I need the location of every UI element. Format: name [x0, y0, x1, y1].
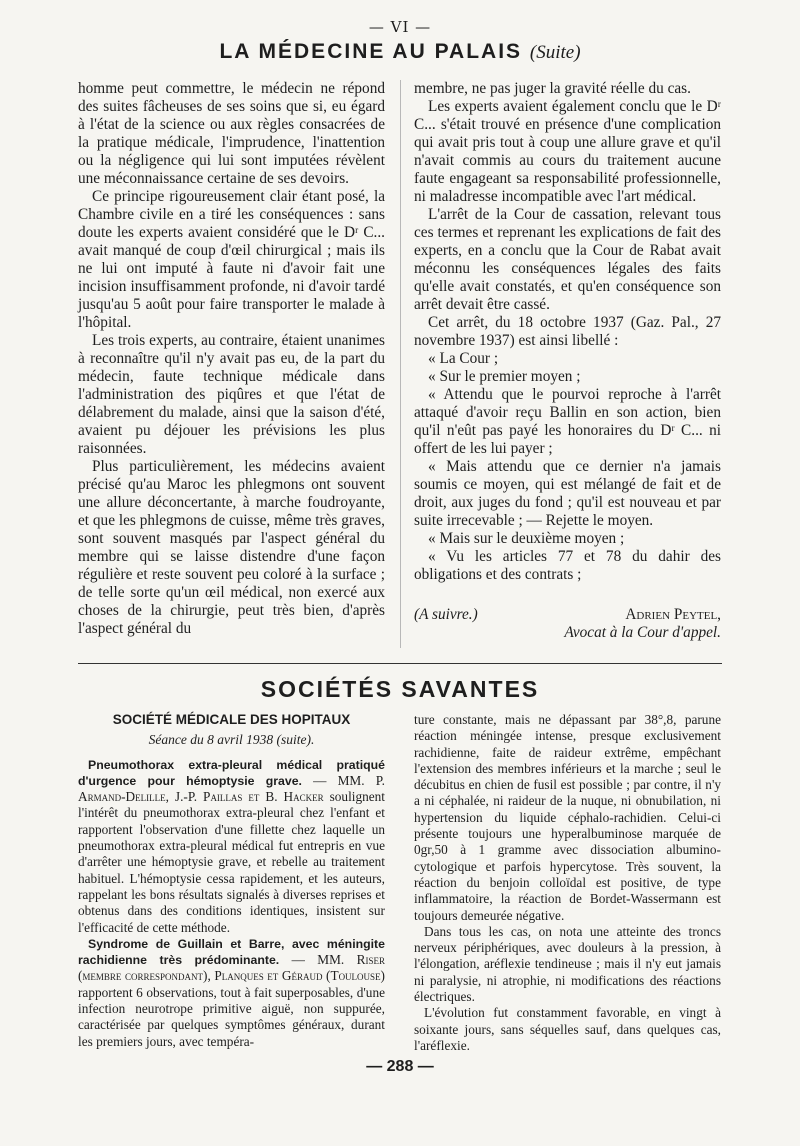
article-paragraph: « Attendu que le pourvoi reproche à l'arrêt attaqué d'avoir reçu Ballin en son action, bien qu'il n'eût pas payé les honoraires du Dʳ C... ni offert de les lui payer ; — [414, 386, 721, 457]
running-title-suite: (Suite) — [529, 42, 581, 63]
article-paragraph: « Mais attendu que ce dernier n'a jamais soumis ce moyen, qui est mélangé de fait et de droit, aux juges du fond ; qu'il est nouveau et par suite irrecevable ; — Rejette le moyen. — [414, 458, 721, 529]
page-number: — 288 — — [366, 1058, 434, 1075]
author-name: Adrien Peytel, — [625, 606, 721, 623]
society-name: SOCIÉTÉ MÉDICALE DES HOPITAUX — [112, 712, 351, 727]
communication-2-continued: ture constante, mais ne dépassant par 38°,8, parune réaction méningée intense, presque exclusivement rachidienne, faite de raideur extrême, empêchant l'extension des membres inférieurs et la marche ; seul le décubitus en chien de fusil est possible ; par contre, il n'y a ni céphalée, ni raideur de la nuque, ni obnubilation, ni hypertension du liquide céphalo-rachidien. Celui-ci présente toujours une hyperalbuminose marquée de 0gr,50 à 1 gramme avec dissociation albumino-cytologique et parfois hypercytose. Très souvent, la réaction du benjoin colloïdal est positive, de type inflammatoire, la réaction de Bordet-Wassermann est toujours demeurée négative. — [414, 712, 721, 923]
article-paragraph: homme peut commettre, le médecin ne répond des suites fâcheuses de ses soins que si, eu égard à l'état de la science ou aux règles consacrées de la pratique médicale, l'imprudence, l'inattention ou la négligence qui lui sont imputées révèlent une méconnaissance certaine de ses devoirs. — [78, 80, 385, 187]
communication-2-continued: Dans tous les cas, on nota une atteinte des troncs nerveux périphériques, avec douleurs à la pression, à l'élongation, aréflexie tendineuse ; mais il n'y eut jamais ni paralysie, ni atrophie, ni modifications des réactions électriques. — [414, 923, 721, 1005]
article-paragraph: Ce principe rigoureusement clair étant posé, la Chambre civile en a tiré les conséquences : sans doute les experts avaient considéré que le Dʳ C... avait manqué de coup d'œil chirurgical ; mais ils ne lui ont imputé à faute ni d'avoir fait une incision insuffisamment profonde, ni d'avoir tardé jusqu'au 5 août pour faire transporter le malade à l'hôpital. — [78, 188, 385, 331]
roman-folio: — VI — — [368, 18, 432, 36]
signature-block — [414, 606, 721, 642]
society-left-column — [78, 712, 385, 1050]
running-title — [0, 40, 800, 64]
communication-1-authors: — MM. P. Armand-Delille, J.-P. Paillas et B. Hacker — [78, 772, 385, 805]
article-paragraph: Cet arrêt, du 18 octobre 1937 (Gaz. Pal., 27 novembre 1937) est ainsi libellé : — [414, 314, 721, 349]
article-paragraph: « Vu les articles 77 et 78 du dahir des obligations et des contrats ; — [414, 548, 721, 583]
section-title: SOCIÉTÉS SAVANTES — [260, 676, 540, 702]
article-left-column — [78, 80, 385, 638]
communication-2 — [78, 936, 385, 1050]
article-paragraph: « Mais sur le deuxième moyen ; — [428, 530, 625, 547]
a-suivre: (A suivre.) — [414, 606, 478, 623]
communication-1 — [78, 757, 385, 936]
communication-1-title: Pneumothorax extra-pleural médical pratiqué d'urgence pour hémoptysie grave. — [78, 757, 385, 788]
seance-date: Séance du 8 avril 1938 (suite). — [148, 732, 315, 748]
article-paragraph: L'arrêt de la Cour de cassation, relevant tous ces termes et reprenant les explications de fait des experts, en a conclu que la Cour de Rabat avait méconnu les conséquences légales des faits qu'elle avait constatés, et qu'en conséquence son arrêt devait être cassé. — [414, 206, 721, 313]
communication-2-text: rapportent 6 observations, tout à fait superposables, d'une infection neurotrope primitive aiguë, non suppurée, caractérisée par quelques symptômes généraux, durant les premiers jours, avec tempéra- — [78, 984, 385, 1049]
running-title-text: LA MÉDECINE AU PALAIS — [219, 40, 523, 63]
article-paragraph: Les trois experts, au contraire, étaient unanimes à reconnaître qu'il n'y avait pas eu, de la part du médecin, faute technique médicale dans l'administration des piqûres et que l'état de délabrement du malade, ainsi que la saison d'été, avaient pu déjouer les prévisions les plus raisonnées. — [78, 332, 385, 457]
article-paragraph: « La Cour ; — [428, 350, 499, 367]
article-paragraph: Les experts avaient également conclu que le Dʳ C... s'était trouvé en présence d'une complication qui avait pris tout à coup une allure grave et qu'il n'avait commis au cours du traitement aucune faute engageant sa responsabilité professionnelle, ni maladresse incompatible avec l'art médical. — [414, 98, 721, 205]
section-separator — [78, 663, 722, 664]
communication-1-text: soulignent l'intérêt du pneumothorax extra-pleural chez l'enfant et rapportent l'observation d'une fillette chez laquelle un pneumothorax extra-pleural médical fut entrepris en vue d'arrêter une hémoptysie grave, et rebelle au traitement habituel. L'hémoptysie cessa rapidement, et les auteurs, rappelant les bons résultats signalés à diverses reprises et obtenus dans des conditions identiques, insistent sur l'efficacité de cette méthode. — [78, 789, 385, 935]
article-paragraph: « Sur le premier moyen ; — [428, 368, 581, 385]
column-divider — [400, 80, 401, 648]
society-right-column — [414, 712, 721, 1054]
author-role: Avocat à la Cour d'appel. — [564, 624, 721, 641]
article-paragraph: membre, ne pas juger la gravité réelle du cas. — [414, 80, 691, 97]
article-paragraph: Plus particulièrement, les médecins avaient précisé qu'au Maroc les phlegmons ont souvent une allure déconcertante, à marche foudroyante, et que les phlegmons de cuisse, même très graves, sont souvent masqués par l'aspect général du membre qui se laisse distendre d'une façon régulière et reste souvent peu coloré à la surface ; de telle sorte qu'un œil médical, non exercé aux choses de la chirurgie, peut très bien, d'après l'aspect général du — [78, 458, 385, 637]
communication-2-continued: L'évolution fut constamment favorable, en vingt à soixante jours, sans séquelles sauf, dans quelques cas, l'aréflexie. — [414, 1005, 721, 1053]
communication-2-title: Syndrome de Guillain et Barre, avec méningite rachidienne très prédominante. — [78, 936, 385, 968]
article-right-column — [414, 80, 721, 642]
communication-2-authors: — MM. Riser (membre correspondant), Planques et Géraud (Toulouse) — [78, 952, 385, 984]
